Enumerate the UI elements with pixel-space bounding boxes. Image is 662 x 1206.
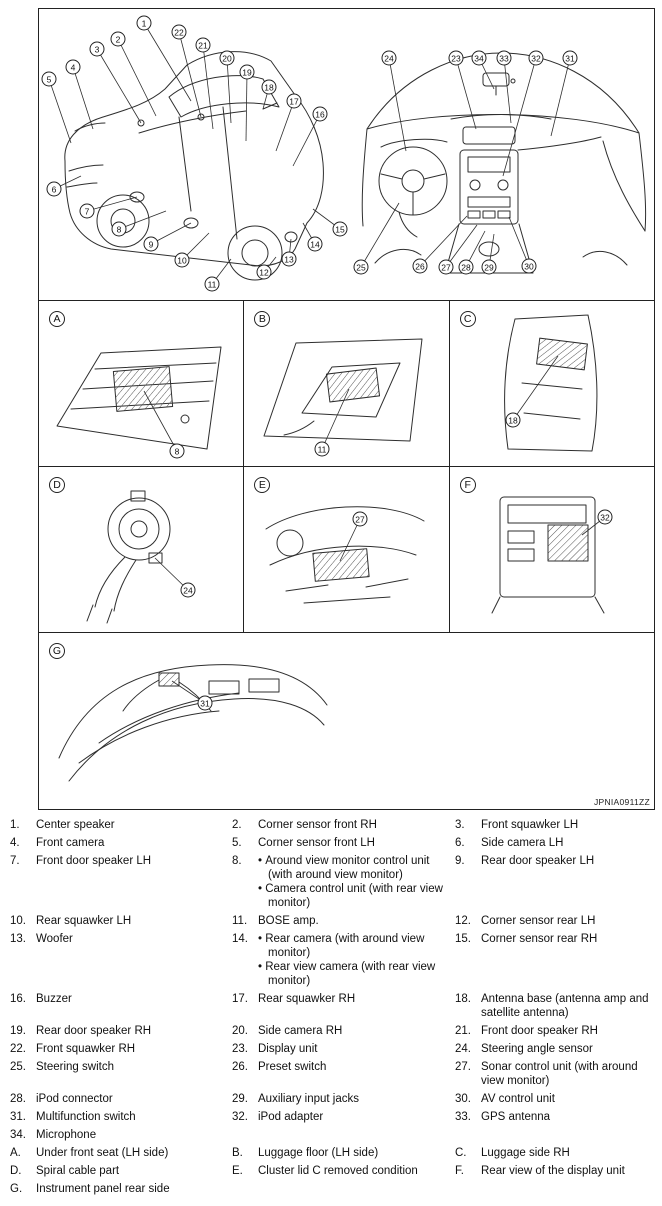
legend-item	[232, 1024, 455, 1038]
legend-text: Instrument panel rear side	[36, 1183, 170, 1195]
legend-empty	[455, 1182, 656, 1196]
legend-key: C.	[455, 1147, 467, 1159]
vehicle-exterior-illustration	[41, 11, 351, 299]
panel-f-illustration	[450, 467, 654, 631]
legend-text: Corner sensor rear LH	[481, 915, 596, 927]
callout-num-11: 11	[207, 279, 217, 290]
panel-label-e: E	[254, 477, 270, 493]
legend-item	[455, 1146, 656, 1160]
legend-item	[455, 818, 656, 832]
panel-f-art	[492, 497, 604, 613]
legend-item	[232, 1042, 455, 1056]
callout-leader-16	[293, 114, 320, 166]
callout-num-29: 29	[484, 262, 494, 273]
legend-text: Microphone	[36, 1129, 97, 1141]
legend-text: Corner sensor front LH	[258, 837, 375, 849]
legend-text: Corner sensor front RH	[258, 819, 377, 831]
legend-text: Cluster lid C removed condition	[258, 1165, 418, 1177]
legend-key: 11.	[232, 915, 248, 927]
legend-text: Front squawker LH	[481, 819, 579, 831]
legend-key: 9.	[455, 855, 465, 867]
callout-num-32: 32	[599, 512, 610, 523]
callout-num-11: 11	[317, 444, 327, 455]
legend-item	[10, 1128, 232, 1142]
callout-num-4: 4	[70, 62, 76, 73]
callout-leader-32	[503, 58, 536, 176]
callout-num-25: 25	[356, 262, 366, 273]
callout-leader-5	[49, 79, 71, 143]
panel-b-illustration	[244, 301, 448, 465]
callout-leader-33	[504, 58, 511, 123]
legend-key: E.	[232, 1165, 243, 1177]
legend-item	[10, 992, 232, 1020]
panel-label-g: G	[49, 643, 65, 659]
legend-item	[455, 1110, 656, 1124]
legend-key: 16.	[10, 993, 26, 1005]
callout-num-13: 13	[284, 254, 294, 265]
legend-text: Sonar control unit (with around view monitor)	[481, 1061, 638, 1087]
legend-text: Multifunction switch	[36, 1111, 136, 1123]
legend-key: 25.	[10, 1061, 26, 1073]
detail-panel-a	[39, 301, 243, 466]
callout-num-24: 24	[183, 585, 193, 596]
detail-panel-d	[39, 467, 243, 632]
legend-item	[10, 1146, 232, 1160]
callout-num-33: 33	[499, 53, 509, 64]
legend-text	[258, 932, 449, 988]
panel-label-f: F	[460, 477, 476, 493]
callout-leader-2	[118, 39, 156, 116]
legend-item	[455, 1092, 656, 1106]
legend-key: G.	[10, 1183, 23, 1195]
legend-key: 2.	[232, 819, 242, 831]
panel-label-d: D	[49, 477, 65, 493]
legend-text: Side camera RH	[258, 1025, 343, 1037]
panel-e-illustration	[244, 467, 448, 631]
callout-leader-19	[246, 72, 247, 141]
legend-text: GPS antenna	[481, 1111, 551, 1123]
panel-label-a: A	[49, 311, 65, 327]
legend-key: 34.	[10, 1129, 26, 1141]
legend-item	[232, 854, 455, 910]
legend-item	[10, 1164, 232, 1178]
legend-key: 4.	[10, 837, 20, 849]
legend-item	[455, 914, 656, 928]
callout-num-20: 20	[222, 53, 232, 64]
legend-item	[232, 992, 455, 1020]
legend-key: 6.	[455, 837, 465, 849]
legend-item	[10, 1042, 232, 1056]
callout-num-6: 6	[51, 184, 57, 195]
legend-key: F.	[455, 1165, 464, 1177]
legend-item	[10, 836, 232, 850]
callout-leader-23	[456, 58, 476, 129]
callout-num-16: 16	[315, 109, 325, 120]
callout-leader-4	[73, 67, 93, 129]
legend-text: Corner sensor rear RH	[481, 933, 598, 945]
legend-item	[455, 1164, 656, 1178]
callout-num-3: 3	[94, 44, 100, 55]
callout-num-31: 31	[200, 698, 210, 709]
legend-key: 10.	[10, 915, 26, 927]
detail-panel-b	[243, 301, 448, 466]
callout-num-14: 14	[310, 239, 320, 250]
legend-text: Front door speaker RH	[481, 1025, 598, 1037]
panel-c-callouts	[506, 356, 558, 427]
callout-num-30: 30	[524, 261, 534, 272]
detail-row-2	[39, 466, 654, 632]
legend-item	[455, 1024, 656, 1038]
legend-key: B.	[232, 1147, 243, 1159]
legend-item	[232, 1164, 455, 1178]
legend-text: iPod adapter	[258, 1111, 324, 1123]
legend-text: Display unit	[258, 1043, 318, 1055]
detail-panel-c	[449, 301, 654, 466]
callout-num-23: 23	[451, 53, 461, 64]
legend-bullet: • Camera control unit (with rear view monitor)	[258, 883, 443, 909]
panel-d-art	[87, 491, 170, 623]
legend-key: 8.	[232, 855, 242, 867]
legend-empty	[455, 1128, 656, 1142]
exterior-car-art	[65, 52, 324, 280]
legend-text: Front door speaker LH	[36, 855, 152, 867]
legend-item	[232, 818, 455, 832]
legend-item	[232, 914, 455, 928]
legend-text: Steering angle sensor	[481, 1043, 593, 1055]
legend-text: Spiral cable part	[36, 1165, 120, 1177]
callout-num-19: 19	[242, 67, 252, 78]
callout-num-5: 5	[46, 74, 52, 85]
callout-num-22: 22	[174, 27, 184, 38]
legend-text: Rear door speaker RH	[36, 1025, 152, 1037]
legend-key: 23.	[232, 1043, 248, 1055]
legend-text: Front camera	[36, 837, 105, 849]
callout-leader-17	[276, 101, 294, 151]
callout-num-31: 31	[565, 53, 575, 64]
legend-item	[455, 836, 656, 850]
legend-key: 22.	[10, 1043, 26, 1055]
legend-item	[232, 836, 455, 850]
panel-d-illustration	[39, 467, 243, 631]
interior-callouts	[354, 51, 577, 274]
legend-key: 30.	[455, 1093, 471, 1105]
legend	[10, 818, 656, 1196]
callout-leader-24	[389, 58, 406, 151]
legend-key: 13.	[10, 933, 26, 945]
legend-key: 29.	[232, 1093, 248, 1105]
legend-text: Steering switch	[36, 1061, 114, 1073]
legend-text: Under front seat (LH side)	[36, 1147, 169, 1159]
legend-item	[232, 1146, 455, 1160]
legend-item	[10, 1024, 232, 1038]
callout-leader-7	[87, 197, 137, 211]
legend-key: 27.	[455, 1061, 471, 1073]
callout-num-12: 12	[259, 267, 269, 278]
callout-num-26: 26	[415, 261, 425, 272]
legend-item	[455, 854, 656, 910]
panel-d-callouts	[155, 558, 195, 597]
exterior-callouts	[42, 16, 347, 291]
callout-leader-26	[420, 216, 467, 266]
component-location-figure	[38, 8, 655, 810]
legend-key: 33.	[455, 1111, 471, 1123]
legend-key: 12.	[455, 915, 471, 927]
instrument-panel-illustration	[351, 11, 651, 299]
callout-num-18: 18	[507, 415, 518, 426]
callout-num-9: 9	[148, 239, 154, 250]
detail-row-1	[39, 300, 654, 466]
callout-num-1: 1	[141, 18, 147, 29]
callout-num-18: 18	[264, 82, 274, 93]
panel-c-illustration	[450, 301, 654, 465]
panel-a-art	[57, 347, 221, 449]
legend-item	[232, 1060, 455, 1088]
legend-text	[258, 854, 449, 910]
legend-item	[232, 1110, 455, 1124]
legend-text: Front squawker RH	[36, 1043, 136, 1055]
legend-key: 24.	[455, 1043, 471, 1055]
legend-item	[10, 854, 232, 910]
callout-leader-31	[551, 58, 570, 136]
legend-bullet: • Rear view camera (with rear view monitor)	[258, 961, 436, 987]
legend-key: 32.	[232, 1111, 248, 1123]
interior-art	[362, 53, 645, 273]
legend-text: Antenna base (antenna amp and satellite antenna)	[481, 993, 649, 1019]
panel-b-art	[264, 339, 422, 441]
panel-label-c: C	[460, 311, 476, 327]
legend-key: 28.	[10, 1093, 26, 1105]
legend-text: Auxiliary input jacks	[258, 1093, 359, 1105]
legend-text: BOSE amp.	[258, 915, 319, 927]
callout-num-28: 28	[461, 262, 471, 273]
legend-key: 18.	[455, 993, 471, 1005]
legend-key: 1.	[10, 819, 20, 831]
panel-g-art	[59, 665, 327, 781]
panel-e-art	[266, 507, 424, 603]
legend-key: 20.	[232, 1025, 248, 1037]
callout-num-27: 27	[355, 514, 366, 525]
legend-key: 19.	[10, 1025, 26, 1037]
legend-item	[455, 1060, 656, 1088]
legend-key: 17.	[232, 993, 248, 1005]
legend-key: 31.	[10, 1111, 26, 1123]
legend-item	[455, 992, 656, 1020]
panel-g-illustration	[39, 633, 653, 807]
legend-text: Rear squawker LH	[36, 915, 132, 927]
callout-num-32: 32	[531, 53, 541, 64]
legend-empty	[232, 1128, 455, 1142]
legend-item	[455, 1042, 656, 1056]
legend-text: Side camera LH	[481, 837, 564, 849]
legend-item	[10, 818, 232, 832]
legend-item	[10, 1060, 232, 1088]
legend-item	[10, 914, 232, 928]
panel-c-art	[504, 315, 596, 451]
legend-bullet: • Around view monitor control unit (with around view monitor)	[258, 855, 430, 881]
callout-num-10: 10	[177, 255, 187, 266]
legend-item	[455, 932, 656, 988]
callout-num-27: 27	[441, 262, 451, 273]
legend-text: Luggage floor (LH side)	[258, 1147, 379, 1159]
legend-empty	[232, 1182, 455, 1196]
callout-num-34: 34	[474, 53, 484, 64]
legend-key: 7.	[10, 855, 20, 867]
legend-key: 15.	[455, 933, 471, 945]
legend-text: Luggage side RH	[481, 1147, 570, 1159]
legend-text: Rear door speaker LH	[481, 855, 595, 867]
callout-num-8: 8	[116, 224, 122, 235]
callout-num-24: 24	[384, 53, 394, 64]
legend-key: 14.	[232, 933, 248, 945]
legend-bullet: • Rear camera (with around view monitor)	[258, 933, 425, 959]
legend-key: D.	[10, 1165, 22, 1177]
detail-panel-f	[449, 467, 654, 632]
callout-num-7: 7	[84, 206, 90, 217]
callout-num-17: 17	[289, 96, 299, 107]
legend-item	[10, 1092, 232, 1106]
detail-panel-g	[39, 632, 654, 809]
legend-key: A.	[10, 1147, 21, 1159]
panel-a-illustration	[39, 301, 243, 465]
legend-item	[10, 932, 232, 988]
callout-leader-18	[513, 356, 558, 420]
legend-text: iPod connector	[36, 1093, 113, 1105]
legend-item	[232, 932, 455, 988]
legend-text: Rear squawker RH	[258, 993, 356, 1005]
legend-text: Woofer	[36, 933, 73, 945]
detail-panel-e	[243, 467, 448, 632]
legend-item	[10, 1110, 232, 1124]
callout-num-21: 21	[198, 40, 208, 51]
legend-text: Center speaker	[36, 819, 115, 831]
legend-text: Rear view of the display unit	[481, 1165, 625, 1177]
panel-label-b: B	[254, 311, 270, 327]
figure-code: JPNIA0911ZZ	[593, 797, 650, 807]
legend-item	[10, 1182, 232, 1196]
legend-key: 5.	[232, 837, 242, 849]
legend-key: 26.	[232, 1061, 248, 1073]
callout-num-2: 2	[115, 34, 121, 45]
overview-views	[39, 9, 654, 300]
callout-num-8: 8	[174, 446, 180, 457]
callout-leader-27	[446, 225, 477, 267]
legend-text: Buzzer	[36, 993, 72, 1005]
callout-num-15: 15	[335, 224, 345, 235]
callout-leader-8	[119, 211, 166, 229]
legend-key: 21.	[455, 1025, 471, 1037]
legend-item	[232, 1092, 455, 1106]
legend-text: AV control unit	[481, 1093, 555, 1105]
legend-text: Preset switch	[258, 1061, 327, 1073]
legend-key: 3.	[455, 819, 465, 831]
